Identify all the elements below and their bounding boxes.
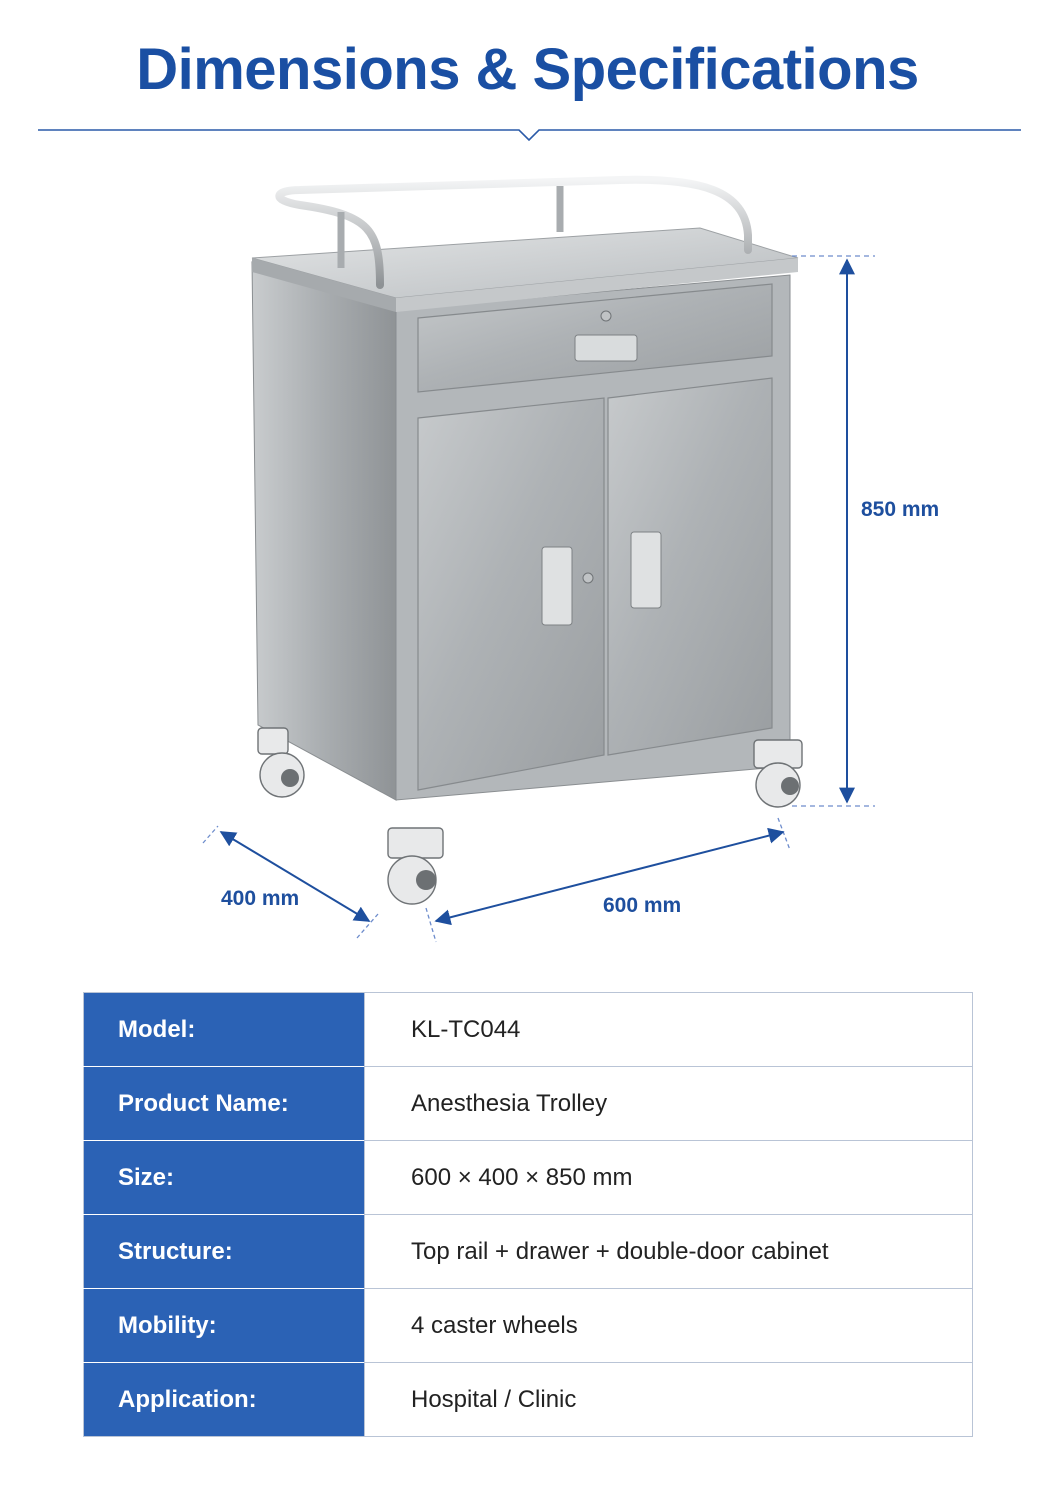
specifications-table — [83, 992, 973, 1437]
depth-dimension-label: 400 mm — [221, 887, 300, 910]
spec-key-application: Application: — [84, 1363, 365, 1437]
table-row — [84, 1215, 973, 1289]
spec-key-structure: Structure: — [84, 1215, 365, 1289]
table-row — [84, 1141, 973, 1215]
width-dimension-label: 600 mm — [603, 894, 682, 917]
spec-key-size: Size: — [84, 1141, 365, 1215]
spec-key-product-name: Product Name: — [84, 1067, 365, 1141]
spec-value-model: KL-TC044 — [365, 993, 973, 1067]
table-row — [84, 1067, 973, 1141]
product-illustration — [0, 160, 1055, 960]
title-divider — [38, 120, 1021, 142]
spec-value-product-name: Anesthesia Trolley — [365, 1067, 973, 1141]
page-title: Dimensions & Specifications — [136, 37, 919, 102]
spec-value-application: Hospital / Clinic — [365, 1363, 973, 1437]
spec-key-mobility: Mobility: — [84, 1289, 365, 1363]
spec-value-structure: Top rail + drawer + double-door cabinet — [365, 1215, 973, 1289]
trolley-image — [0, 160, 1055, 960]
spec-key-model: Model: — [84, 993, 365, 1067]
table-row — [84, 1363, 973, 1437]
spec-value-mobility: 4 caster wheels — [365, 1289, 973, 1363]
table-row — [84, 1289, 973, 1363]
height-dimension-label: 850 mm — [861, 498, 940, 521]
spec-value-size: 600 × 400 × 850 mm — [365, 1141, 973, 1215]
table-row — [84, 993, 973, 1067]
